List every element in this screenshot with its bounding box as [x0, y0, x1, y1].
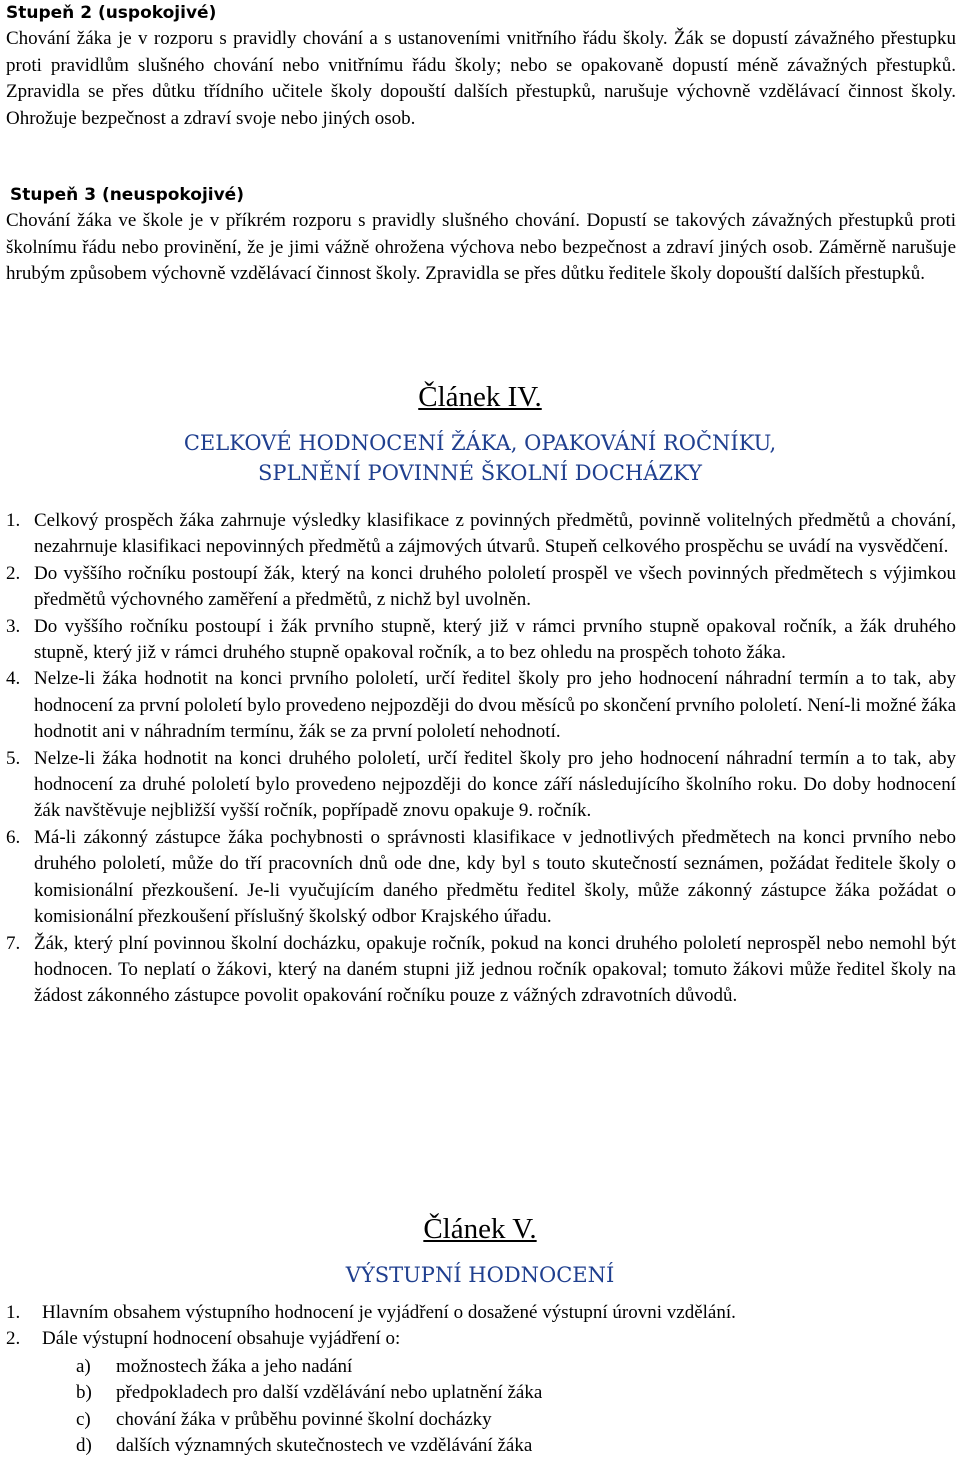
- list-item-text: Má-li zákonný zástupce žáka pochybnosti o správnosti klasifikace v jednotlivých předmětech na konci prvního nebo druhého pololetí, může do tří pracovních dnů ode dne, kdy byl s touto skutečností seznámen, požádat ředitele školy o komisionální přezkoušení. Je-li vyučujícím daného předmětu ředitel školy, může zákonný zástupce žáka požádat o komisionální přezkoušení příslušný školský odbor Krajského úřadu.: [34, 826, 956, 928]
- list-item-text: Celkový prospěch žáka zahrnuje výsledky klasifikace z povinných předmětů, povinně volitelných předmětů a chování, nezahrnuje klasifikaci nepovinných předmětů a zájmových útvarů. Stupeň celkového prospěchu se uvádí na vysvědčení.: [34, 510, 956, 558]
- stupen-2-text: Chování žáka je v rozporu s pravidly chování a s ustanoveními vnitřního řádu školy. Žák se dopustí závažného přestupku proti pravidlům slušného chování nebo vnitřnímu řádu školy; nebo se opakovaně dopustí méně závažných přestupků. Zpravidla se přes důtku třídního učitele školy dopouští dalších přestupků, narušuje výchovně vzdělávací činnost školy. Ohrožuje bezpečnost a zdraví svoje nebo jiných osob.: [6, 28, 956, 129]
- stupen-3-section: [6, 182, 956, 288]
- list-item: [6, 508, 956, 561]
- sublist-item-letter: a): [76, 1356, 91, 1377]
- list-item: [6, 561, 956, 614]
- list-item-number: 4.: [6, 668, 21, 690]
- sublist-item-letter: b): [76, 1382, 92, 1404]
- stupen-2-heading: Stupeň 2 (uspokojivé): [6, 3, 217, 23]
- sublist-item-text: možnostech žáka a jeho nadání: [116, 1356, 353, 1377]
- list-item-number: 2.: [6, 1328, 21, 1350]
- list-item: [6, 1326, 956, 1352]
- list-item: [6, 931, 956, 1010]
- stupen-2-section: [6, 0, 956, 132]
- stupen-3-heading: Stupeň 3 (neuspokojivé): [10, 185, 244, 205]
- clanek-5-heading: Článek V.: [423, 1213, 537, 1245]
- list-item-number: 5.: [6, 747, 21, 769]
- stupen-3-text: Chování žáka ve škole je v příkrém rozporu s pravidly slušného chování. Dopustí se takových závažných přestupků proti školnímu řádu nebo provinění, že je jimi vážně ohrožena výchova nebo bezpečnost a zdraví jiných osob. Záměrně narušuje hrubým způsobem výchovně vzdělávací činnost školy. Zpravidla se přes důtku ředitele školy dopouští dalších přestupků.: [6, 210, 956, 285]
- list-item-number: 3.: [6, 615, 21, 637]
- list-item: [6, 1300, 956, 1326]
- sublist-item-letter: d): [76, 1435, 92, 1457]
- list-item: [6, 614, 956, 667]
- list-item-text: Do vyššího ročníku postoupí i žák prvního stupně, který již v rámci prvního stupně opakoval ročník, a žák druhého stupně, který již v rámci druhého stupně opakoval ročník, a to bez ohledu na prospěch tohoto žáka.: [34, 615, 956, 664]
- list-item-text: Žák, který plní povinnou školní docházku, opakuje ročník, pokud na konci druhého pololetí neprospěl nebo nemohl být hodnocen. To neplatí o žákovi, který na daném stupni již jednou ročník opakoval; tomuto žákovi může ředitel školy na žádost zákonného zástupce povolit opakování ročníku pouze z vážných zdravotních důvodů.: [34, 932, 956, 1007]
- list-item-text: Hlavním obsahem výstupního hodnocení je vyjádření o dosažené výstupní úrovni vzdělání.: [42, 1302, 736, 1323]
- sublist-item-text: předpokladech pro další vzdělávání nebo uplatnění žáka: [116, 1382, 543, 1404]
- clanek-5-sublist: [76, 1354, 876, 1460]
- list-item-text: Nelze-li žáka hodnotit na konci prvního pololetí, určí ředitel školy pro jeho hodnocení náhradní termín a to tak, aby hodnocení za první pololetí bylo provedeno nejpozději do dvou měsíců po skončení prvního pololetí. Není-li možné žáka hodnotit ani v náhradním termínu, žák se za první pololetí nehodnotí.: [34, 668, 956, 743]
- sublist-item-text: chování žáka v průběhu povinné školní docházky: [116, 1408, 492, 1430]
- clanek-5-list: [6, 1300, 956, 1353]
- list-item: [6, 746, 956, 825]
- clanek-5-title: VÝSTUPNÍ HODNOCENÍ: [345, 1263, 615, 1287]
- list-item-text: Dále výstupní hodnocení obsahuje vyjádření o:: [42, 1328, 401, 1350]
- sublist-item: [76, 1433, 876, 1459]
- list-item-text: Do vyššího ročníku postoupí žák, který na konci druhého pololetí prospěl ve všech povinných předmětech s výjimkou předmětů výchovného zaměření a předmětů, z nichž byl uvolněn.: [34, 562, 956, 611]
- list-item-text: Nelze-li žáka hodnotit na konci druhého pololetí, určí ředitel školy pro jeho hodnocení náhradní termín a to tak, aby hodnocení za druhé pololetí bylo provedeno nejpozději do konce září následujícího školního roku. Do doby hodnocení žák navštěvuje nejbližší vyšší ročník, popřípadě znovu opakuje 9. ročník.: [34, 747, 956, 822]
- sublist-item: [76, 1380, 876, 1406]
- sublist-item: [76, 1354, 876, 1380]
- clanek-4-title: CELKOVÉ HODNOCENÍ ŽÁKA, OPAKOVÁNÍ ROČNÍKU, SPLNĚNÍ POVINNÉ ŠKOLNÍ DOCHÁZKY: [183, 431, 777, 485]
- list-item-number: 7.: [6, 932, 21, 954]
- sublist-item-letter: c): [76, 1408, 91, 1430]
- clanek-4-list: [6, 508, 956, 1010]
- clanek-4-heading: Článek IV.: [418, 381, 542, 413]
- sublist-item: [76, 1407, 876, 1433]
- list-item-number: 6.: [6, 826, 21, 848]
- list-item: [6, 666, 956, 745]
- list-item: [6, 825, 956, 931]
- list-item-number: 2.: [6, 562, 21, 584]
- list-item-number: 1.: [6, 1302, 21, 1323]
- list-item-number: 1.: [6, 510, 21, 531]
- sublist-item-text: dalších významných skutečnostech ve vzdělávání žáka: [116, 1435, 533, 1457]
